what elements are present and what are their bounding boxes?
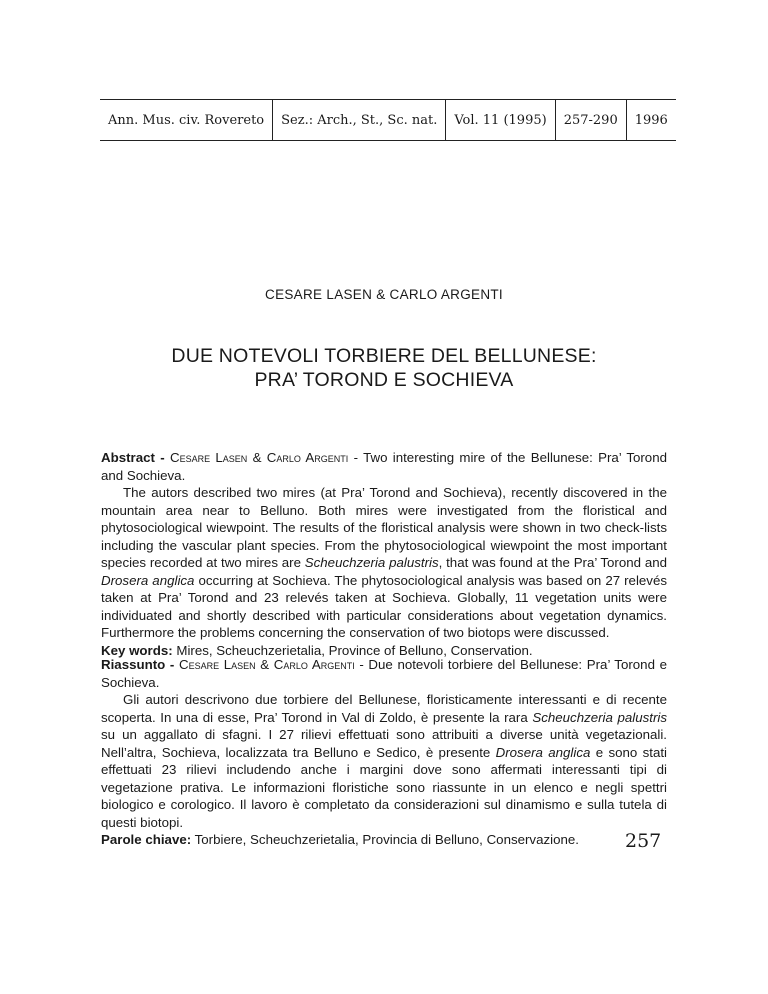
riassunto-species-1: Scheuchzeria palustris [532, 709, 667, 725]
abstract-species-2: Drosera anglica [101, 572, 195, 588]
abstract-body-part-1: The autors described two mires (at Pra’ Torond and Sochieva), recently discovered in the mountain area near to Belluno. Both mires were investigated from the floristical and phytosociological wiewpoint. The results of the floristical analysis were shown in two check-lists including the vascular plant species. From the phytosociological wiewpoint the most important species recorded at two mires are [101, 485, 667, 570]
abstract-body [101, 484, 667, 642]
paper-title-line-2: PRA’ TOROND E SOCHIEVA [254, 369, 514, 391]
journal-section: Sez.: Arch., St., Sc. nat. [273, 100, 446, 141]
journal-pages: 257-290 [555, 100, 626, 141]
parole-chiave-label: Parole chiave: [101, 832, 192, 847]
keywords-label: Key words: [101, 642, 173, 658]
paper-title [0, 344, 768, 392]
riassunto-body-part-2: su un aggallato di sfagni. I 27 rilievi effettuati sono attribuiti a diverse unità vegetazionali. Nell’altra, Sochieva, localizzata tra Belluno e Sedico, è presente [101, 727, 667, 760]
journal-header-table [100, 99, 676, 141]
abstract-authors: Cesare Lasen & Carlo Argenti [169, 450, 349, 465]
abstract-title-text: - Two interesting mire of the Bellunese: Pra’ Torond and Sochieva. [101, 450, 667, 483]
abstract-body-part-3: occurring at Sochieva. The phytosociological analysis was based on 27 relevés taken at Pra’ Torond and 23 relevés taken at Sochieva. Globally, 11 vegetation units were individuated and shortly described with particular considerations about vegetation dynamics. Furthermore the problems concerning the conservation of two biotops were discussed. [101, 572, 667, 640]
page-number: 257 [625, 830, 662, 852]
paper-title-line-1: DUE NOTEVOLI TORBIERE DEL BELLUNESE: [171, 345, 597, 367]
riassunto-title-text: - Due notevoli torbiere del Bellunese: Pra’ Torond e Sochieva. [101, 657, 667, 690]
riassunto-authors: Cesare Lasen & Carlo Argenti [179, 657, 355, 672]
abstract-section [101, 449, 667, 659]
riassunto-heading [101, 656, 667, 691]
riassunto-body-part-3: e sono stati effettuati 23 rilievi includendo anche i margini dove sono affermati interessanti tipi di vegetazione prativa. Le informazioni floristiche sono riassunte in un elenco e negli spettri biologico e corologico. Il lavoro è completato da considerazioni sul dinamismo e sulla tutela di questi biotopi. [101, 744, 667, 830]
abstract-label: Abstract - [101, 450, 165, 465]
parole-chiave-text: Torbiere, Scheuchzerietalia, Provincia di Belluno, Conservazione. [191, 832, 579, 847]
riassunto-label: Riassunto - [101, 657, 175, 672]
paper-authors: CESARE LASEN & CARLO ARGENTI [265, 287, 503, 302]
abstract-body-part-2: , that was found at the Pra’ Torond and [438, 555, 668, 570]
abstract-heading [101, 449, 667, 484]
riassunto-keywords [101, 831, 667, 849]
journal-year: 1996 [626, 100, 676, 141]
journal-volume: Vol. 11 (1995) [446, 100, 555, 141]
journal-name: Ann. Mus. civ. Rovereto [100, 100, 273, 141]
riassunto-body [101, 691, 667, 831]
keywords-text: Mires, Scheuchzerietalia, Province of Belluno, Conservation. [172, 642, 533, 658]
abstract-species-1: Scheuchzeria palustris [304, 555, 439, 570]
riassunto-body-part-1: Gli autori descrivono due torbiere del Bellunese, floristicamente interessanti e di recente scoperta. In una di esse, Pra’ Torond in Val di Zoldo, è presente la rara [101, 692, 667, 725]
riassunto-species-2: Drosera anglica [495, 744, 591, 760]
riassunto-section [101, 656, 667, 849]
